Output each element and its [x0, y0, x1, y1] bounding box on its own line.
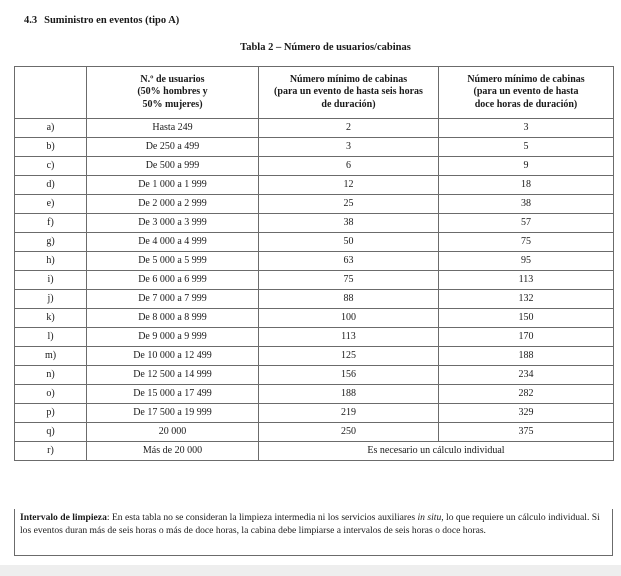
cabins-twelve-hours-cell: 188: [439, 347, 614, 366]
cabins-six-hours-cell: 6: [259, 157, 439, 176]
users-range-cell: De 2 000 a 2 999: [87, 195, 259, 214]
table-row: [15, 271, 614, 290]
cabins-six-hours-cell: 2: [259, 119, 439, 138]
users-range-cell: De 12 500 a 14 999: [87, 366, 259, 385]
table-row: [15, 119, 614, 138]
cabins-twelve-hours-cell: 57: [439, 214, 614, 233]
section-title: Suministro en eventos (tipo A): [44, 15, 180, 26]
section-heading: [24, 15, 179, 26]
cabins-twelve-hours-cell: 170: [439, 328, 614, 347]
table-row: [15, 195, 614, 214]
users-range-cell: De 5 000 a 5 999: [87, 252, 259, 271]
cabins-twelve-hours-cell: 234: [439, 366, 614, 385]
cabins-six-hours-cell: 88: [259, 290, 439, 309]
row-label-cell: b): [15, 138, 87, 157]
cabins-twelve-hours-cell: 75: [439, 233, 614, 252]
cabins-twelve-hours-cell: 9: [439, 157, 614, 176]
footnote-label: Intervalo de limpieza: [20, 512, 107, 523]
row-label-cell: r): [15, 442, 87, 461]
table-row: [15, 233, 614, 252]
users-range-cell: De 6 000 a 6 999: [87, 271, 259, 290]
cabins-six-hours-cell: 12: [259, 176, 439, 195]
users-range-cell: De 17 500 a 19 999: [87, 404, 259, 423]
table-row: [15, 214, 614, 233]
users-range-cell: De 7 000 a 7 999: [87, 290, 259, 309]
users-range-cell: De 3 000 a 3 999: [87, 214, 259, 233]
row-label-cell: p): [15, 404, 87, 423]
users-range-cell: De 250 a 499: [87, 138, 259, 157]
cabins-twelve-hours-cell: 375: [439, 423, 614, 442]
row-label-cell: c): [15, 157, 87, 176]
table-row: [15, 252, 614, 271]
footnote-text-after: , lo que requiere un cálculo individual. Si los eventos duran más de seis horas o más de doce horas, la cabina debe limpiarse a intervalos de seis horas o doce horas.: [20, 512, 600, 536]
cabins-six-hours-cell: 25: [259, 195, 439, 214]
users-range-cell: De 9 000 a 9 999: [87, 328, 259, 347]
cabins-six-hours-cell: 100: [259, 309, 439, 328]
cabins-twelve-hours-cell: 150: [439, 309, 614, 328]
row-label-cell: h): [15, 252, 87, 271]
cabins-twelve-hours-cell: 38: [439, 195, 614, 214]
users-range-cell: De 8 000 a 8 999: [87, 309, 259, 328]
header-cell-cabins-twelve-hours: Número mínimo de cabinas (para un evento de hasta doce horas de duración): [439, 67, 614, 119]
cabins-six-hours-cell: 3: [259, 138, 439, 157]
row-label-cell: l): [15, 328, 87, 347]
table-caption: Tabla 2 – Número de usuarios/cabinas: [240, 42, 411, 53]
row-label-cell: e): [15, 195, 87, 214]
cabins-twelve-hours-cell: 113: [439, 271, 614, 290]
table-row-last: [15, 442, 614, 461]
cabins-six-hours-cell: 125: [259, 347, 439, 366]
table-row: [15, 309, 614, 328]
cabins-six-hours-cell: 38: [259, 214, 439, 233]
cleaning-interval-note: [14, 509, 613, 556]
table-body: [15, 119, 614, 461]
table-row: [15, 385, 614, 404]
cabins-six-hours-cell: 50: [259, 233, 439, 252]
viewer-bottom-bar: [0, 565, 621, 576]
row-label-cell: k): [15, 309, 87, 328]
row-label-cell: d): [15, 176, 87, 195]
table-row: [15, 176, 614, 195]
users-range-cell: De 15 000 a 17 499: [87, 385, 259, 404]
table-row: [15, 138, 614, 157]
users-range-cell: De 4 000 a 4 999: [87, 233, 259, 252]
row-label-cell: m): [15, 347, 87, 366]
row-label-cell: n): [15, 366, 87, 385]
row-label-cell: a): [15, 119, 87, 138]
cabins-six-hours-cell: 156: [259, 366, 439, 385]
row-label-cell: g): [15, 233, 87, 252]
row-label-cell: o): [15, 385, 87, 404]
section-number: 4.3: [24, 15, 38, 26]
table-row: [15, 347, 614, 366]
row-label-cell: f): [15, 214, 87, 233]
cabins-six-hours-cell: 63: [259, 252, 439, 271]
table-row: [15, 290, 614, 309]
footnote-italic-term: in situ: [417, 512, 442, 523]
row-label-cell: q): [15, 423, 87, 442]
header-cell-users: N.º de usuarios (50% hombres y 50% mujeres): [87, 67, 259, 119]
users-range-cell: Hasta 249: [87, 119, 259, 138]
cabins-twelve-hours-cell: 95: [439, 252, 614, 271]
footnote-text-before: : En esta tabla no se consideran la limpieza intermedia ni los servicios auxiliares: [106, 512, 418, 523]
header-cell-cabins-six-hours: Número mínimo de cabinas (para un evento de hasta seis horas de duración): [259, 67, 439, 119]
users-range-cell: 20 000: [87, 423, 259, 442]
individual-calculation-note-cell: Es necesario un cálculo individual: [259, 442, 614, 461]
row-label-cell: j): [15, 290, 87, 309]
cabins-six-hours-cell: 188: [259, 385, 439, 404]
table-row: [15, 157, 614, 176]
cabins-twelve-hours-cell: 3: [439, 119, 614, 138]
table-row: [15, 328, 614, 347]
users-range-cell: De 1 000 a 1 999: [87, 176, 259, 195]
cabins-six-hours-cell: 113: [259, 328, 439, 347]
cabins-twelve-hours-cell: 282: [439, 385, 614, 404]
header-cell-blank: [15, 67, 87, 119]
cabins-twelve-hours-cell: 5: [439, 138, 614, 157]
cabins-twelve-hours-cell: 329: [439, 404, 614, 423]
users-range-cell: De 10 000 a 12 499: [87, 347, 259, 366]
cabins-six-hours-cell: 250: [259, 423, 439, 442]
table-row: [15, 423, 614, 442]
users-range-cell: De 500 a 999: [87, 157, 259, 176]
table-header-row: [15, 67, 614, 119]
table-row: [15, 404, 614, 423]
row-label-cell: i): [15, 271, 87, 290]
users-cabins-table: [14, 66, 614, 461]
cabins-twelve-hours-cell: 18: [439, 176, 614, 195]
users-range-cell: Más de 20 000: [87, 442, 259, 461]
table-row: [15, 366, 614, 385]
cabins-six-hours-cell: 75: [259, 271, 439, 290]
cabins-twelve-hours-cell: 132: [439, 290, 614, 309]
cabins-six-hours-cell: 219: [259, 404, 439, 423]
